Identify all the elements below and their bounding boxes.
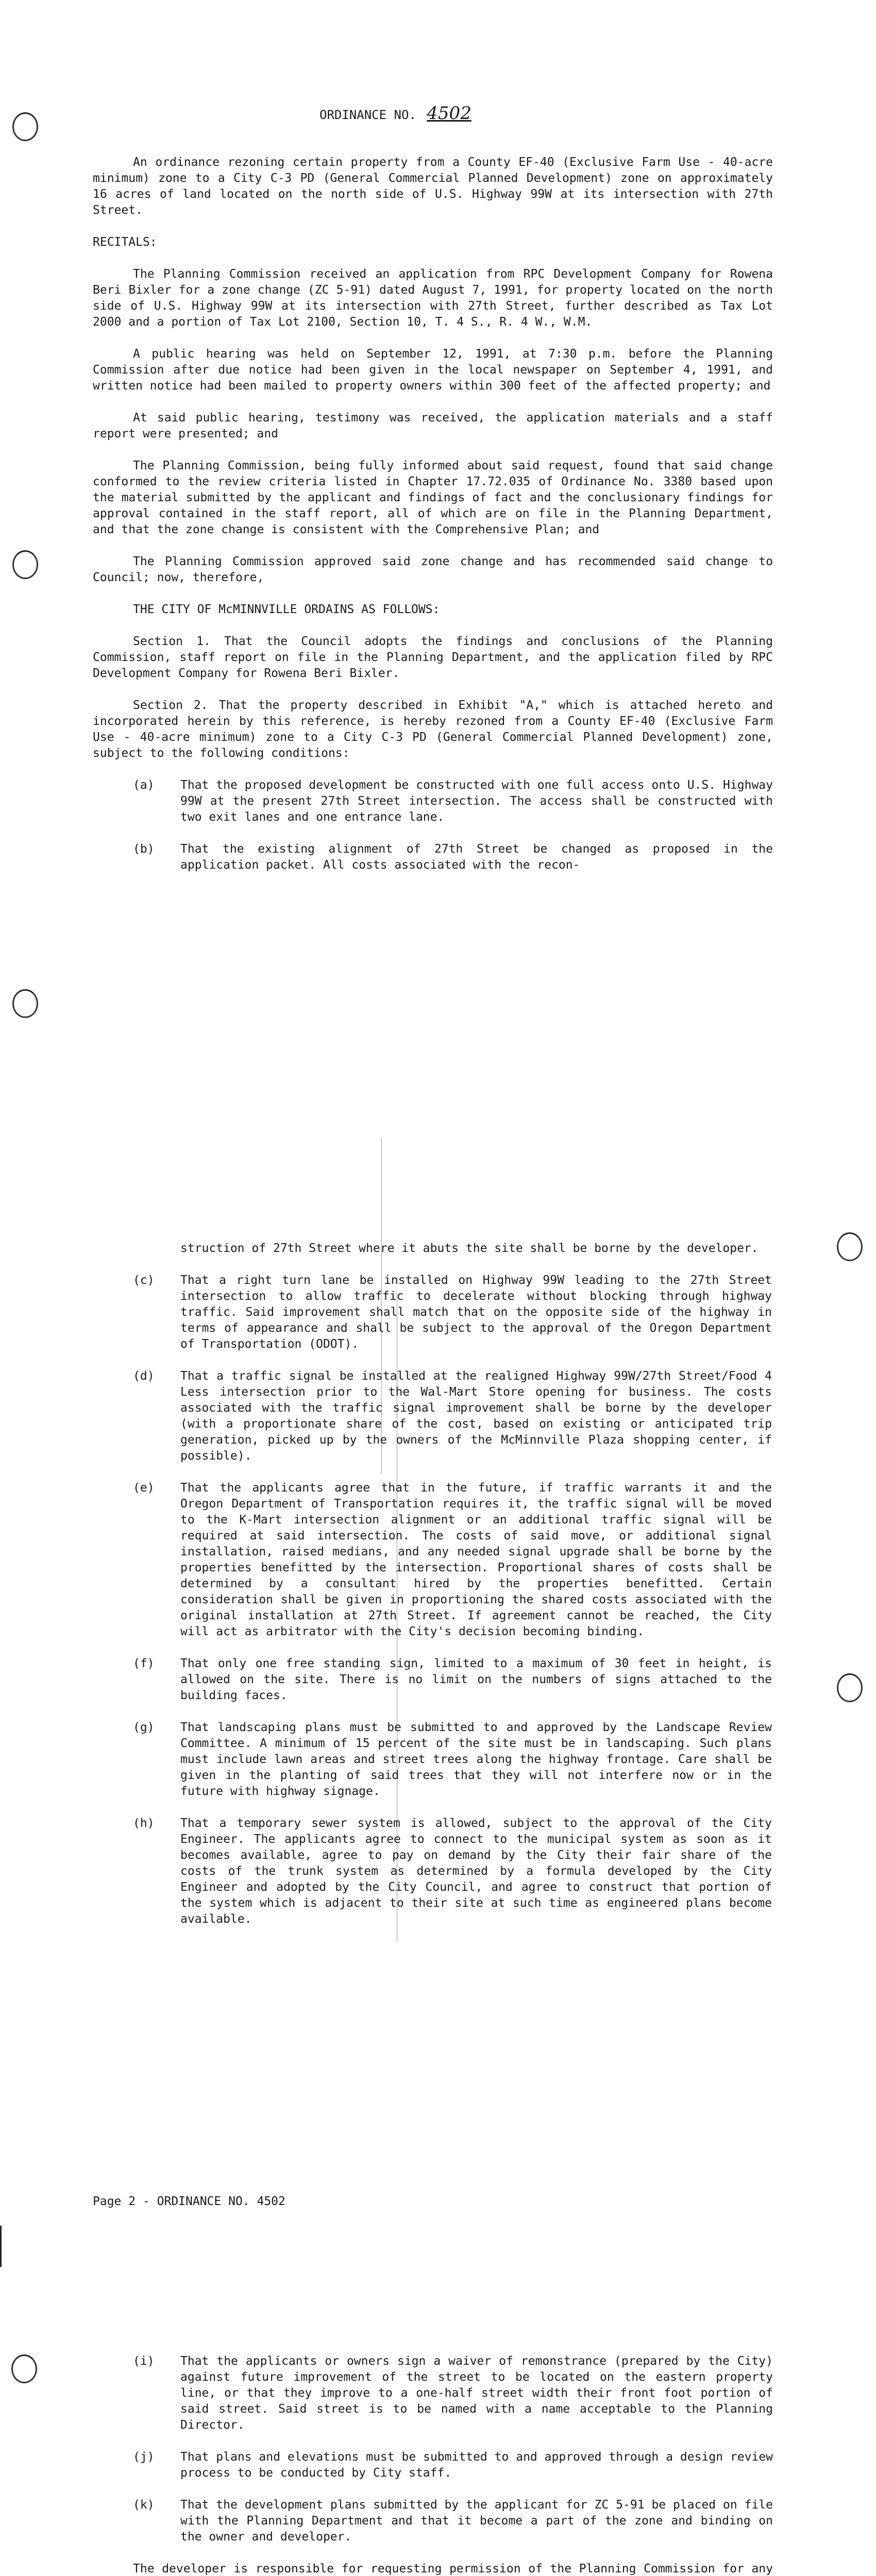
- recital-paragraph: The Planning Commission, being fully informed about said request, found that said change conformed to the review criteria listed in Chapter 17.72.035 of Ordinance No. 3380 based upon the material submitted by the applicant and findings of fact and the conclusionary findings for approval contained in the staff report, all of which are on file in the Planning Department, and that the zone change is consistent with the Comprehensive Plan; and: [93, 459, 773, 536]
- condition-b: [133, 841, 773, 873]
- ordains-clause: THE CITY OF McMINNVILLE ORDAINS AS FOLLOWS:: [133, 603, 440, 616]
- page-2: [0, 1036, 876, 2210]
- section-1: Section 1. That the Council adopts the findings and conclusions of the Planning Commission, staff report on file in the Planning Department, and the application filed by RPC Development Company for Rowena Beri Bixler.: [93, 635, 773, 680]
- binder-hole: [837, 1673, 863, 1702]
- condition-b-continued: [133, 1241, 772, 1257]
- page1-body: [93, 155, 773, 889]
- condition-label: (k): [133, 2498, 155, 2512]
- condition-a: [133, 777, 773, 825]
- condition-label: (i): [133, 2354, 155, 2368]
- binder-hole: [837, 1232, 863, 1261]
- binder-hole: [12, 989, 38, 1018]
- condition-item: [133, 2353, 773, 2433]
- recital-paragraph: A public hearing was held on September 12, 1991, at 7:30 p.m. before the Planning Commission after due notice had been given in the local newspaper on September 4, 1991, and written notice had been mailed to property owners within 300 feet of the affected property; and: [93, 347, 773, 393]
- recitals-heading: RECITALS:: [93, 235, 157, 249]
- title-prefix: ORDINANCE NO.: [319, 108, 416, 122]
- condition-text: That a right turn lane be installed on Highway 99W leading to the 27th Street intersection to allow traffic to decelerate without blocking through highway traffic. Said improvement shall match that on the opposite side of the highway in terms of appearance and shall be subject to the approval of the Oregon Department of Transportation (ODOT).: [180, 1274, 772, 1351]
- condition-item: [133, 1656, 772, 1704]
- condition-label: (g): [133, 1721, 155, 1734]
- condition-label: (c): [133, 1274, 155, 1287]
- binder-hole: [12, 112, 38, 141]
- condition-text: That the development plans submitted by the applicant for ZC 5-91 be placed on file with the Planning Department and that it become a part of the zone and binding on the owner and developer.: [180, 2498, 773, 2544]
- ordinance-title: [319, 103, 475, 124]
- condition-text: That the applicants agree that in the future, if traffic warrants it and the Oregon Department of Transportation requires it, the traffic signal will be moved to the K-Mart intersection alignment or an additional traffic signal will be required at said intersection. The costs of said move, or additional signal installation, raised medians, and any needed signal upgrade shall be borne by the properties benefitted by the intersection. Proportional shares of costs shall be determined by a consultant hired by the properties benefitted. Certain consideration shall be given in proportioning the shared costs associated with the original installation at 27th Street. If agreement cannot be reached, the City will act as arbitrator with the City's decision becoming binding.: [180, 1481, 772, 1638]
- condition-item: [133, 2449, 773, 2481]
- condition-text: That the proposed development be constructed with one full access onto U.S. Highway 99W at the present 27th Street intersection. The access shall be constructed with two exit lanes and one entrance lane.: [180, 778, 773, 824]
- condition-text: That a temporary sewer system is allowed, subject to the approval of the City Engineer. The applicants agree to connect to the municipal system as soon as it becomes available, agree to pay on demand by the City their fair share of the costs of the trunk system as determined by a formula developed by the City Engineer and adopted by the City Council, and agree to construct that portion of the system which is adjacent to their site at such time as engineered plans become available.: [180, 1817, 772, 1926]
- condition-text: That plans and elevations must be submitted to and approved through a design review process to be conducted by City staff.: [180, 2450, 773, 2480]
- condition-text: That the existing alignment of 27th Street be changed as proposed in the application packet. All costs associated with the recon-: [180, 842, 773, 872]
- recital-paragraph: The Planning Commission received an application from RPC Development Company for Rowena Beri Bixler for a zone change (ZC 5-91) dated August 7, 1991, for property located on the north side of U.S. Highway 99W at its intersection with 27th Street, further described as Tax Lot 2000 and a portion of Tax Lot 2100, Section 10, T. 4 S., R. 4 W., W.M.: [93, 267, 773, 329]
- condition-item: [133, 1368, 772, 1464]
- page-1: [0, 0, 876, 1030]
- page-3: [0, 2215, 876, 2576]
- condition-text: That only one free standing sign, limited to a maximum of 30 feet in height, is allowed on the site. There is no limit on the numbers of signs attached to the building faces.: [180, 1657, 772, 1702]
- condition-item: [133, 1816, 772, 1927]
- binder-hole: [11, 2354, 37, 2383]
- condition-item: [133, 1720, 772, 1800]
- recital-paragraph: The Planning Commission approved said zone change and has recommended said change to Council; now, therefore,: [93, 555, 773, 584]
- developer-paragraph: The developer is responsible for requesting permission of the Planning Commission for any: [133, 2562, 773, 2575]
- scan-edge-mark: [0, 2226, 2, 2267]
- condition-item: [133, 2497, 773, 2545]
- condition-label: (f): [133, 1657, 155, 1670]
- condition-label: (j): [133, 2450, 155, 2464]
- condition-text: That a traffic signal be installed at the realigned Highway 99W/27th Street/Food 4 Less intersection prior to the Wal-Mart Store opening for business. The costs associated with the traffic signal improvement shall be borne by the developer (with a proportionate share of the cost, based on existing or anticipated trip generation, picked up by the owners of the McMinnville Plaza shopping center, if possible).: [180, 1369, 772, 1463]
- page2-body: [133, 1241, 772, 1943]
- condition-text: struction of 27th Street where it abuts the site shall be borne by the developer.: [180, 1242, 759, 1255]
- binder-hole: [12, 550, 38, 579]
- condition-label: (h): [133, 1817, 155, 1830]
- page-footer: Page 2 - ORDINANCE NO. 4502: [93, 2195, 285, 2208]
- ordinance-number: 4502: [427, 103, 471, 124]
- condition-label: (d): [133, 1369, 155, 1383]
- section-2: Section 2. That the property described in Exhibit "A," which is attached hereto and incorporated herein by this reference, is hereby rezoned from a County EF-40 (Exclusive Farm Use - 40-acre minimum) zone to a City C-3 PD (General Commercial Planned Development) zone, subject to the following conditions:: [93, 699, 773, 760]
- recital-paragraph: At said public hearing, testimony was received, the application materials and a staff report were presented; and: [93, 411, 773, 440]
- condition-item: [133, 1273, 772, 1352]
- condition-text: That the applicants or owners sign a waiver of remonstrance (prepared by the City) against future improvement of the street to be located on the eastern property line, or that they improve to a one-half street width their front foot portion of said street. Said street is to be named with a name acceptable to the Planning Director.: [180, 2354, 773, 2432]
- condition-text: That landscaping plans must be submitted to and approved by the Landscape Review Committee. A minimum of 15 percent of the site must be in landscaping. Such plans must include lawn areas and street trees along the highway frontage. Care shall be given in the planting of said trees that they will not interfere now or in the future with highway signage.: [180, 1721, 772, 1798]
- intro-paragraph: An ordinance rezoning certain property from a County EF-40 (Exclusive Farm Use - 40-acre minimum) zone to a City C-3 PD (General Commercial Planned Development) zone on approximately 16 acres of land located on the north side of U.S. Highway 99W at its intersection with 27th Street.: [93, 156, 773, 217]
- condition-item: [133, 1480, 772, 1640]
- condition-label: (e): [133, 1481, 155, 1495]
- condition-label: (b): [133, 842, 155, 856]
- condition-label: (a): [133, 778, 155, 792]
- page3-body: [93, 2353, 773, 2576]
